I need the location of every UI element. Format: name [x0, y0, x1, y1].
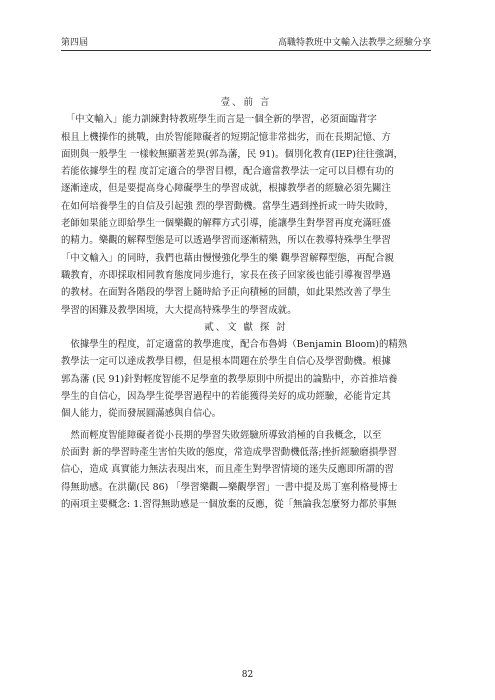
paragraph-literature-2	[61, 427, 431, 513]
text-line: 職教育，亦即採取相同教育態度同步進行，家長在孩子回家後也能引導複習學過	[61, 269, 391, 281]
header-title: 高職特教班中文輸入法教學之經驗分享	[277, 38, 431, 48]
text-line: 「中文輸入」的同時，我們也藉由慢慢強化學生的樂 觀學習解釋型態，再配合親	[61, 252, 394, 264]
text-line: 老師如果能立即給學生一個樂觀的解釋方式引導，能讓學生對學習再度充滿旺盛	[61, 218, 391, 230]
text-line: 個人能力，從而發展圓滿感與自信心。	[61, 408, 222, 420]
text-line: 信心，造成 真實能力無法表現出來，而且產生對學習情境的迷失反應即所謂的習	[61, 464, 394, 476]
text-line: 依據學生的程度，訂定適當的教學進度，配合布魯姆（Benjamin Bloom)的精熟	[61, 339, 408, 351]
text-line: 的精力。樂觀的解釋型態是可以透過學習而逐漸精熟，所以在教導特殊學生學習	[61, 235, 391, 247]
text-line: 的兩項主要概念: 1.習得無助感是一個放棄的反應，從「無論我怎麼努力都於事無	[61, 498, 397, 510]
text-line: 的教材。在面對各階段的學習上隨時給予正向積極的回饋，如此果然改善了學生	[61, 287, 391, 299]
text-line: 逐漸達成，但是要提高身心障礙學生的學習成就，根據教學者的經驗必須先關注	[61, 183, 391, 195]
text-line: 面則與一般學生 一樣較無顯著差異(郭為藩，民 91)。個別化教育(IEP)往往強調，	[61, 148, 404, 160]
page-number: 82	[241, 670, 254, 680]
text-line: 學習的困難及教學困境，大大提高特殊學生的學習成就。	[61, 304, 297, 316]
running-header	[61, 36, 431, 51]
text-line: 學生的自信心，因為學生從學習過程中的若能獲得美好的成功經驗，必能肯定其	[61, 391, 391, 403]
section-heading-literature-review: 貳、文 獻 探 討	[204, 321, 288, 333]
text-line: 於面對 新的學習時產生害怕失敗的態度，常造成學習動機低落;挫折經驗磨損學習	[61, 446, 398, 458]
text-line: 根且上機操作的挑戰，由於智能障礙者的短期記憶非常拙劣，而在長期記憶、方	[61, 131, 391, 143]
text-line: 教學法一定可以達成教學目標，但是根本問題在於學生自信心及學習動機。根據	[61, 356, 391, 368]
document-body	[61, 94, 431, 513]
text-line: 然而輕度智能障礙者從小長期的學習失敗經驗所導致消極的自我概念，以至	[61, 429, 382, 441]
text-line: 在如何培養學生的自信及引起強 烈的學習動機。當學生遇到挫折或一時失敗時，	[61, 200, 394, 212]
header-edition: 第四屆	[61, 38, 89, 48]
text-line: 若能依據學生的程 度訂定適合的學習目標，配合適當教學法一定可以目標有功的	[61, 166, 394, 178]
text-line: 郭為藩 (民 91)針對輕度智能不足學童的教學原則中所提出的論點中，亦首推培養	[61, 373, 398, 385]
text-line: 「中文輸入」能力訓練對特教班學生而言是一個全新的學習，必須面臨背字	[61, 114, 377, 126]
text-line: 得無助感。在洪蘭(民 86) 「學習樂觀—樂觀學習」一書中提及馬丁塞利格曼博士	[61, 481, 398, 493]
paragraph-introduction	[61, 111, 431, 319]
paragraph-literature-1	[61, 336, 431, 422]
section-heading-introduction: 壹、前 言	[220, 97, 272, 108]
